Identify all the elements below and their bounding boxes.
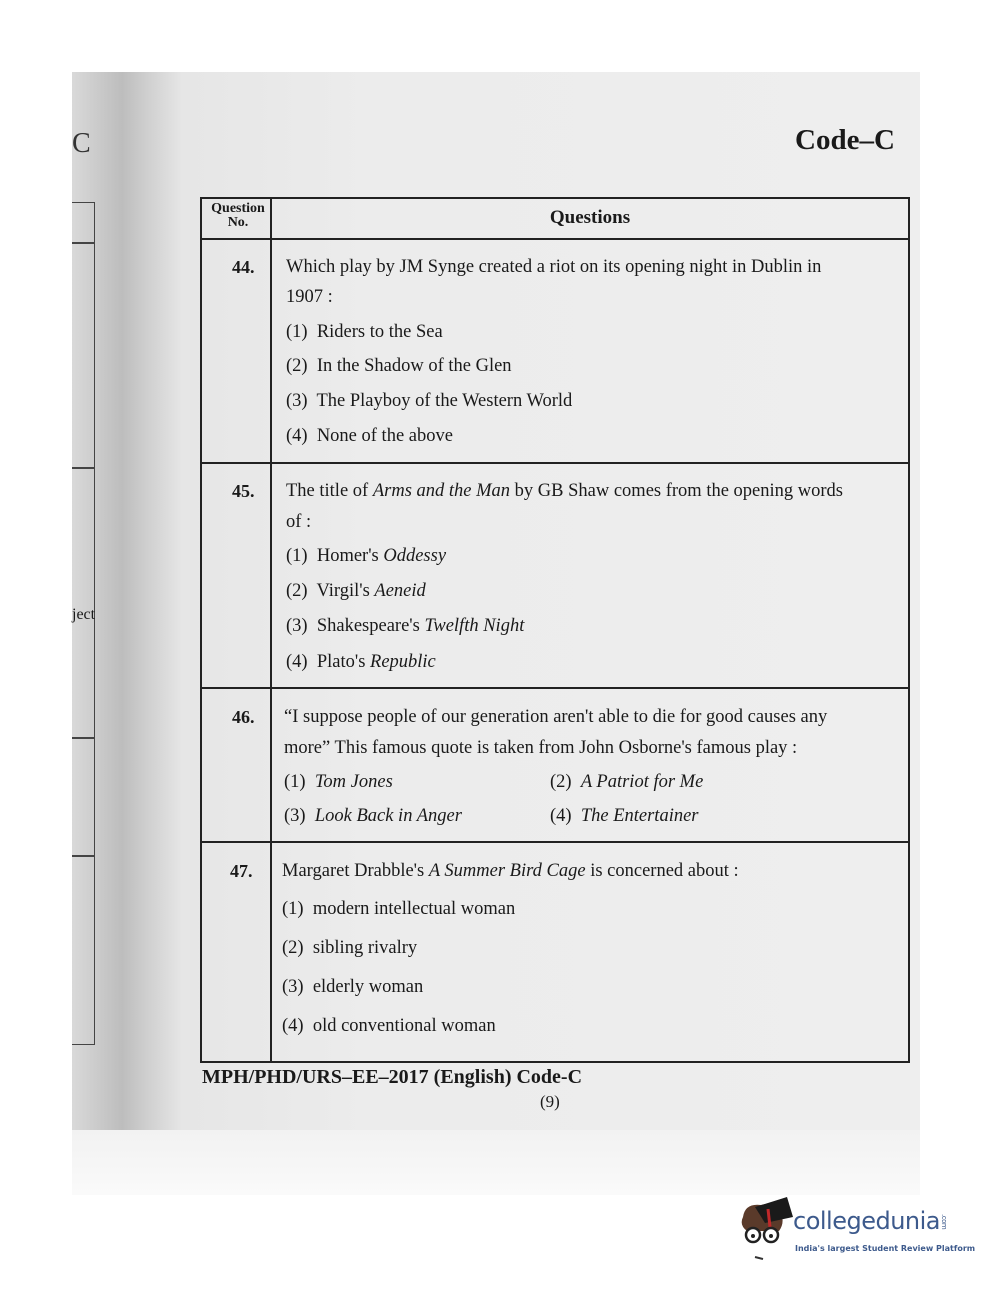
option: (2) A Patriot for Me	[550, 772, 704, 792]
margin-box	[72, 467, 95, 739]
question-number: 47.	[230, 861, 253, 881]
page-bottom-strip	[72, 1130, 920, 1195]
logo-wordmark: collegedunia.com	[793, 1207, 949, 1235]
margin-box	[72, 737, 95, 857]
option: (3) The Playboy of the Western World	[286, 391, 573, 411]
question-text: 1907 :	[286, 287, 333, 307]
option: (3) elderly woman	[282, 977, 424, 997]
question-text: The title of Arms and the Man by GB Shaw comes from the opening words	[286, 481, 843, 501]
footer-code: MPH/PHD/URS–EE–2017 (English) Code-C	[202, 1066, 583, 1088]
paper-code: Code–C	[795, 124, 895, 156]
question-number: 46.	[232, 707, 255, 727]
question-text: of :	[286, 512, 312, 532]
margin-letter: C	[72, 128, 91, 159]
margin-box	[72, 202, 95, 244]
row-divider	[202, 462, 908, 464]
question-text: “I suppose people of our generation aren't able to die for good causes any	[284, 707, 828, 727]
row-divider	[202, 238, 908, 240]
option: (2) Virgil's Aeneid	[286, 581, 426, 601]
option: (3) Shakespeare's Twelfth Night	[286, 616, 525, 636]
question-text: Margaret Drabble's A Summer Bird Cage is concerned about :	[282, 861, 739, 881]
option: (2) In the Shadow of the Glen	[286, 356, 512, 376]
questions-table	[200, 197, 910, 1063]
column-header-no: Question No.	[211, 201, 265, 230]
collegedunia-mascot-icon	[735, 1195, 795, 1265]
question-number: 45.	[232, 481, 255, 501]
option: (1) Homer's Oddessy	[286, 546, 447, 566]
option: (2) sibling rivalry	[282, 938, 418, 958]
row-divider	[202, 841, 908, 843]
question-text: Which play by JM Synge created a riot on its opening night in Dublin in	[286, 257, 822, 277]
column-divider	[270, 199, 272, 1061]
logo-tagline: India's largest Student Review Platform	[795, 1244, 976, 1253]
option: (4) None of the above	[286, 426, 453, 446]
option: (4) The Entertainer	[550, 806, 699, 826]
margin-box	[72, 855, 95, 1045]
page-number: (9)	[540, 1092, 560, 1111]
column-header-questions: Questions	[549, 207, 631, 228]
question-text: more” This famous quote is taken from John Osborne's famous play :	[284, 738, 798, 758]
option: (1) Tom Jones	[284, 772, 393, 792]
row-divider	[202, 687, 908, 689]
option: (4) Plato's Republic	[286, 652, 436, 672]
option: (1) modern intellectual woman	[282, 899, 516, 919]
option: (3) Look Back in Anger	[284, 806, 462, 826]
margin-text: ject	[72, 606, 96, 623]
margin-box	[72, 242, 95, 469]
option: (4) old conventional woman	[282, 1016, 496, 1036]
option: (1) Riders to the Sea	[286, 322, 443, 342]
question-number: 44.	[232, 257, 255, 277]
